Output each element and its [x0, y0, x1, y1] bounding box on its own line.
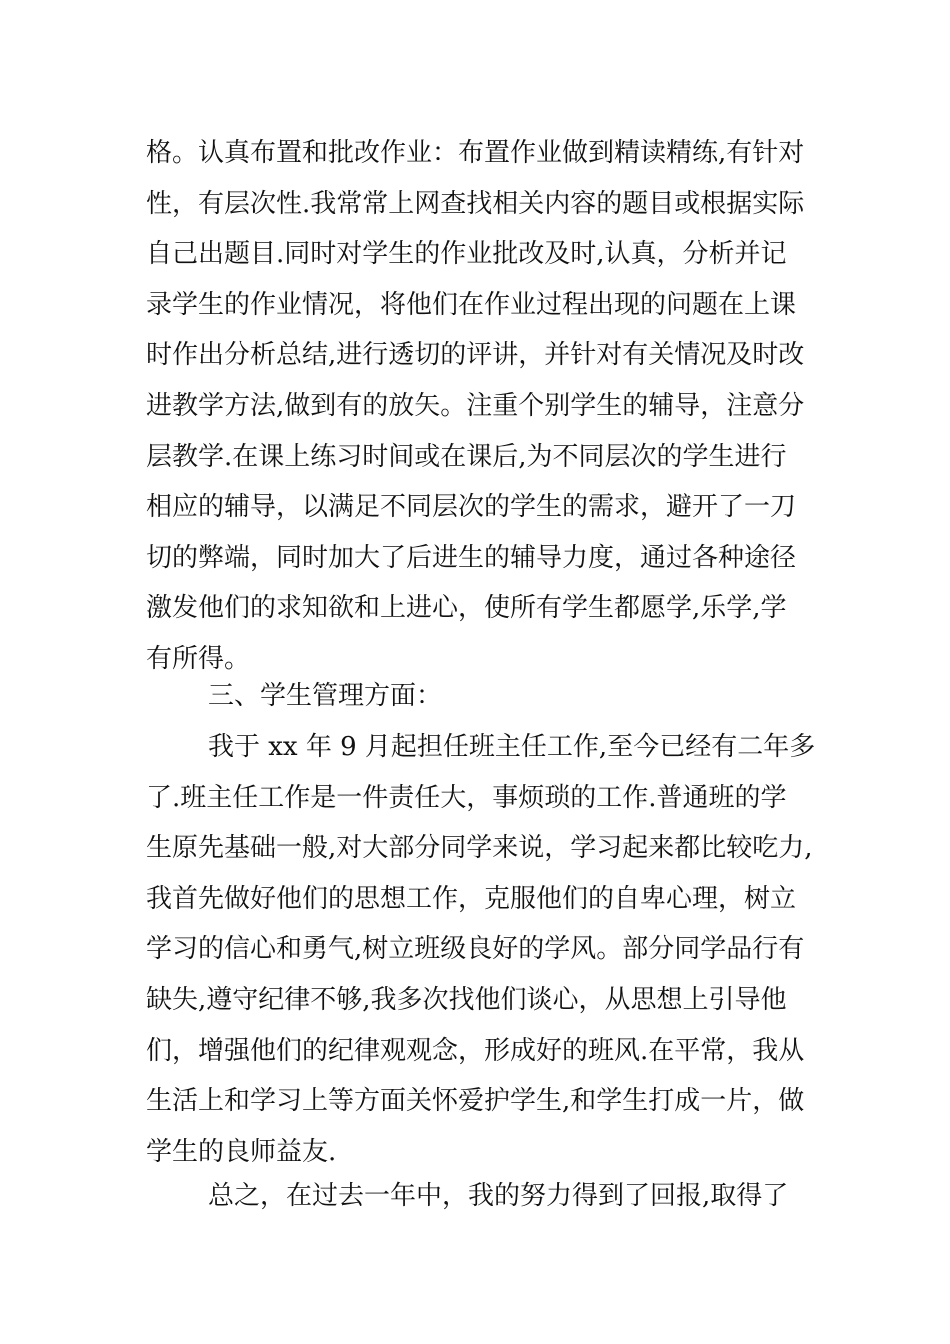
- paragraph-homework: [146, 128, 816, 685]
- text-line: 相应的辅导，以满足不同层次的学生的需求，避开了一刀: [146, 492, 797, 523]
- paragraph-class-management: [146, 722, 816, 1177]
- text-line: 学习的信心和勇气,树立班级良好的学风。部分同学品行有: [146, 934, 805, 965]
- text-line: 生活上和学习上等方面关怀爱护学生,和学生打成一片，做: [146, 1086, 805, 1117]
- text-line: 我于 xx 年 9 月起担任班主任工作,至今已经有二年多: [208, 732, 816, 762]
- text-line: 学生的良师益友.: [146, 1136, 337, 1167]
- paragraph-summary: [146, 1171, 816, 1222]
- text-line: 录学生的作业情况，将他们在作业过程出现的问题在上课: [146, 289, 797, 320]
- text-line: 激发他们的求知欲和上进心，使所有学生都愿学,乐学,学: [146, 593, 787, 624]
- section-heading-text: 三、学生管理方面：: [208, 681, 443, 711]
- text-line: 了.班主任工作是一件责任大，事烦琐的工作.普通班的学: [146, 782, 787, 813]
- text-line: 层教学.在课上练习时间或在课后,为不同层次的学生进行: [146, 441, 787, 472]
- text-line: 性，有层次性.我常常上网查找相关内容的题目或根据实际: [146, 188, 805, 219]
- text-line: 切的弊端，同时加大了后进生的辅导力度，通过各种途径: [146, 542, 797, 573]
- text-line: 进教学方法,做到有的放矢。注重个别学生的辅导，注意分: [146, 390, 805, 421]
- text-line: 总之，在过去一年中，我的努力得到了回报,取得了: [208, 1181, 789, 1211]
- text-line: 自己出题目.同时对学生的作业批改及时,认真，分析并记: [146, 239, 787, 270]
- section-heading: [208, 671, 878, 722]
- text-line: 生原先基础一般,对大部分同学来说，学习起来都比较吃力,: [146, 833, 813, 864]
- text-line: 时作出分析总结,进行透切的评讲，并针对有关情况及时改: [146, 340, 805, 371]
- text-line: 我首先做好他们的思想工作，克服他们的自卑心理，树立: [146, 883, 797, 914]
- text-line: 缺失,遵守纪律不够,我多次找他们谈心，从思想上引导他: [146, 984, 787, 1015]
- text-line: 有所得。: [146, 643, 251, 674]
- text-line: 格。认真布置和批改作业：布置作业做到精读精练,有针对: [146, 138, 805, 168]
- text-line: 们，增强他们的纪律观观念，形成好的班风.在平常，我从: [146, 1035, 805, 1066]
